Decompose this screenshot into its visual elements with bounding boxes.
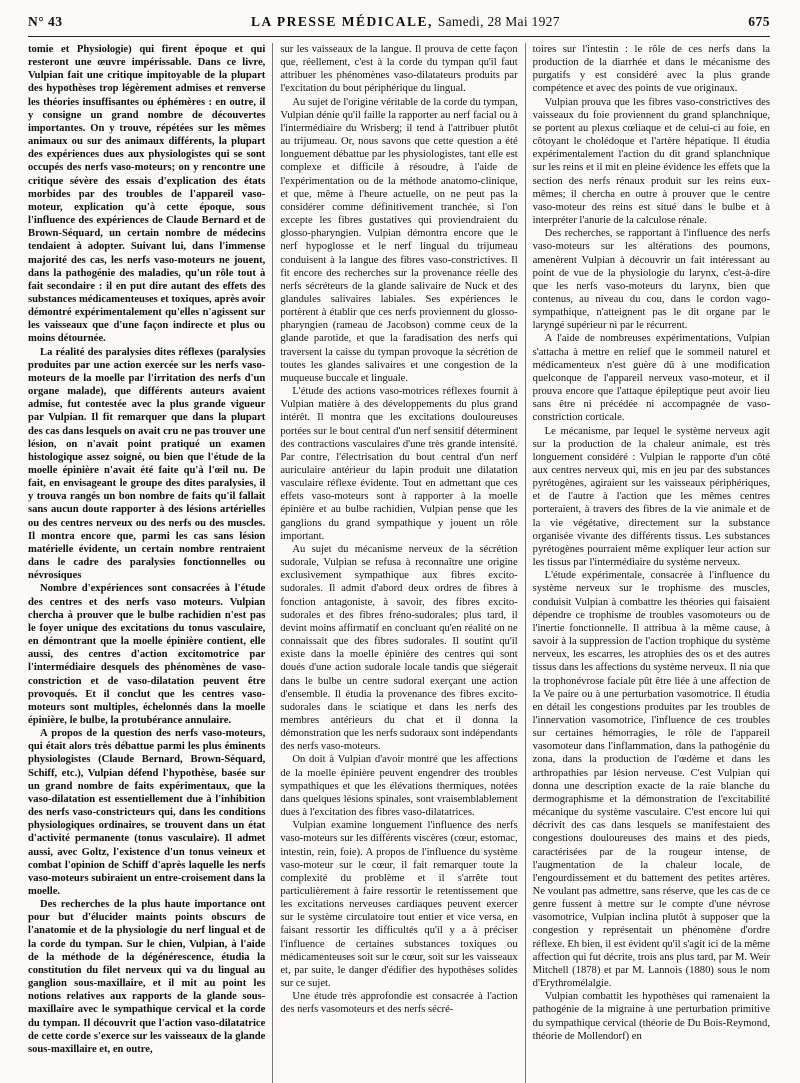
paragraph: Au sujet de l'origine véritable de la corde du tympan, Vulpian dénie qu'il faille la rapporter au nerf facial ou à l'intermédiaire du Wrisberg; il tend à l'attribuer plutôt au trijumeau. Or, nous savons que cette question a été longuement débattue par les physiologistes, tant elle est complexe et difficile à résoudre, à l'aide de l'expérimentation ou de la méthode anatomo-clinique, et que, même à l'heure actuelle, on ne peut pas la considérer comme définitivement tranchée, si l'on excepte les fibres gustatives qui proviendraient du glosso-pharyngien. Vulpian démontra encore que le nerf hypoglosse et le nerf lingual du trijumeau conduisent à la langue des fibres vaso-constrictives. Il fit encore des recherches sur la provenance réelle des nerfs sécréteurs de la glande salivaire de Nuck et des glandules salivaires labiales. Ses expériences le portèrent à établir que ces nerfs proviennent du glosso-pharyngien (rameau de Jacobson) comme ceux de la glande parotide, et que la faradisation des nerfs qui traversent la caisse du tympan provoque la sécrétion de toutes les glandes salivaires et une congestion de la muqueuse buccale et linguale.	[280, 96, 518, 384]
paragraph: La réalité des paralysies dites réflexes (paralysies produites par une action exercée sur les nerfs vaso-moteurs de la moelle par l'irritation des nerfs d'un organe malade), que différents auteurs avaient admise, fut contestée avec la plus grande vigueur par Vulpian. Il fit remarquer que dans la plupart des cas dans lesquels on avait cru ne pas trouver une lésion, on n'avait point pratiqué un examen histologique assez soigné, ou bien que l'étude de la moelle épinière n'avait été faite qu'à l'œil nu. De fait, en envisageant le groupe des dites paralysies, il y trouva rangés un bon nombre de faits qu'il fallait sans aucun doute rapporter à des lésions artérielles ou des centres nerveux ou des nerfs ou des muscles. Il montra encore que, parmi les cas sans lésion matérielle évidente, un certain nombre rentraient dans le cadre des paralysies fonctionnelles ou névrosiques	[28, 346, 266, 582]
column-3	[525, 43, 770, 1083]
issue-number: N° 43	[28, 14, 63, 29]
paragraph: Vulpian combattit les hypothèses qui ramenaient la pathogénie de la migraine à une perturbation primitive du sympathique cervical (théorie de Du Bois-Reymond, théorie de Mollendorf) en	[532, 991, 770, 1042]
paragraph: Des recherches, se rapportant à l'influence des nerfs vaso-moteurs sur les altérations des poumons, amenèrent Vulpian à découvrir un fait intéressant au point de vue de la physiologie du larynx, c'est-à-dire que les nerfs vaso-moteurs du larynx, bien que contenus, au niveau du cou, dans le cordon vago-sympathique, n'atteignent pas le dit organe par le laryngé supérieur ni par le récurrent.	[532, 228, 770, 332]
paragraph: L'étude expérimentale, consacrée à l'influence du système nerveux sur le trophisme des muscles, conduisit Vulpian à combattre les théories qui faisaient dépendre ce trophisme de troubles vasomoteurs ou de l'inertie fonctionnelle. Il attribua à la même cause, à savoir à la suppression de l'action trophique du système nerveux, les escarres, les atrophies des os et des autres tissus dans les affections du système nerveux. Il nia que la trophonévrose faciale pût être liée à une affection de la Ve paire ou à une perturbation vasomotrice. Il étudia en détail les congestions produites par les troubles de l'innervation vasomotrice, l'influence de ces troubles sur certaines hémorragies, le rôle de l'appareil vasomoteur dans l'inflammation, dans la pathogénie du zona, dans la production de l'œdème et dans les arthropathies par lésion nerveuse. C'est Vulpian qui donna une description exacte de la raie blanche du dermographisme et la démonstration de l'excitabilité mécanique du système vasculaire. C'est encore lui qui décrivit des cas dans lesquels se manifestaient des congestions douloureuses des mains et des pieds, caractérisées par de la rougeur intense, de l'augmentation de la chaleur locale, de l'engourdissement et du battement des petites artères. Ne voulant pas admettre, sans réserve, que les cas de ce genre fussent à mettre sur le compte d'une névrose vasomotrice, Vulpian inclina plutôt à supposer que la congestion y représentait un phénomène d'ordre réflexe. Eh bien, il est évident qu'il s'agit ici de la même affection qui fut décrite, trois ans plus tard, par M. Weir Mitchell (1878) et par M. Lannois (1880) sous le nom d'Erythromélalgie.	[532, 570, 770, 990]
issue-date: Samedi, 28 Mai 1927	[437, 14, 560, 29]
paragraph: tomie et Physiologie) qui firent époque et qui resteront une œuvre impérissable. Dans ce livre, Vulpian fait une critique impitoyable de la plupart des hypothèses trop légèrement admises et renverse les théories insuffisantes ou éphémères : en outre, il y consigne un grand nombre de découvertes importantes. On y trouve, répétées sur les mêmes animaux ou sur des animaux différents, la plupart des expériences dues aux physiologistes qui se sont occupés des nerfs vaso-moteurs; on y rencontre une critique sévère des essais d'explication des états morbides par des troubles de l'appareil vaso-moteur, explication qu'à cette époque, sous l'influence des expériences de Claude Bernard et de Brown-Séquard, un certain nombre de médecins tendaient à adopter. Suivant lui, dans l'immense majorité des cas, les nerfs vaso-moteurs ne jouent, dans la pathogénie des maladies, qu'un rôle tout à fait secondaire : il en put dire autant des effets des substances médicamenteuses et toxiques, après avoir démontré expérimentalement qu'elles n'agissent sur les vaisseaux que d'une façon indirecte et plus ou moins détournée.	[28, 44, 266, 345]
paragraph: Des recherches de la plus haute importance ont pour but d'élucider maints points obscurs de l'anatomie et de la physiologie du nerf lingual et de la corde du tympan. Sur le chien, Vulpian, à l'aide de la méthode de la dégénérescence, étudia la constitution du filet nerveux qui va du lingual au ganglion sous-maxillaire, et il mit au point les notions relatives aux rapports de la glande sous-maxillaire avec le sympathique cervical et la corde du tympan. Il découvrit que l'action vaso-dilatatrice de cette corde s'exerce sur les vaisseaux de la glande sous-maxillaire et, en outre,	[28, 899, 266, 1055]
journal-name: LA PRESSE MÉDICALE,	[251, 14, 433, 29]
paragraph: A l'aide de nombreuses expérimentations, Vulpian s'attacha à mettre en relief que le sommeil naturel et médicamenteux n'est guère dû à une modification quelconque de l'appareil nerveux vaso-moteur, et il prouva encore que l'attaque épileptique peut avoir lieu sans être ni précédée ni accompagnée de vaso-constriction corticale.	[532, 333, 770, 424]
paragraph: Le mécanisme, par lequel le système nerveux agit sur la production de la chaleur animale, est très longuement considéré : Vulpian le rapporte d'un côté aux centres nerveux qui, mis en jeu par des substances pyrétogènes, agiraient sur les vaisseaux périphériques, et de l'autre à l'action que les mêmes centres porteraient, à travers des fibres de la vie animale et de la vie végétative, directement sur la substance organisée vivante des différents tissus. Les substances pyrétogènes pourraient même expliquer leur action sur les tissus par l'intermédiaire du système nerveux.	[532, 425, 770, 569]
paragraph: toires sur l'intestin : le rôle de ces nerfs dans la production de la diarrhée et dans le mécanisme des purgatifs y est considéré avec la plus grande compétence et avec des points de vue originaux.	[532, 44, 770, 95]
paragraph: L'étude des actions vaso-motrices réflexes fournit à Vulpian matière à des développements du plus grand intérêt. Il montra que les excitations douloureuses portées sur le bout central d'un nerf sensitif déterminent des contractions vasculaires d'une très grande intensité. Par contre, l'électrisation du bout central d'un nerf auriculaire antérieur du lapin produit une dilatation vasculaire réflexe évidente. Tout en admettant que ces effets vaso-moteurs sont à rapporter à la moelle épinière et au bulbe rachidien, Vulpian pense que les ganglions du grand sympathique y jouent un rôle important.	[280, 386, 518, 542]
paragraph: Vulpian prouva que les fibres vaso-constrictives des vaisseaux du foie proviennent du grand splanchnique, se portent au plexus cœliaque et de celui-ci au foie, en côtoyant le cholédoque et l'artère hépatique. Il étudia expérimentalement l'action du dit grand splanchnique sur les reins et il mit en pleine évidence les effets que la section des nerfs rénaux produit sur les reins eux-mêmes; il chercha en outre à prouver que le centre vaso-moteur des reins est situé dans le bulbe et à interpréter l'anurie de la calculose rénale.	[532, 96, 770, 227]
paragraph: Vulpian examine longuement l'influence des nerfs vaso-moteurs sur les différents viscères (cœur, estomac, intestin, rein, foie). A propos de l'influence du système vaso-moteur sur le cœur, il fait remarquer toute la complexité du problème et il s'arrête tout particulièrement à faire ressortir le retentissement que les excitations nerveuses cardiaques peuvent exercer sur le système circulatoire tout entier et vice versa, en faisant ressortir les difficultés qu'il y a à préciser l'influence de certaines substances toxiques ou médicamenteuses soit sur le cœur, soit sur les vaisseaux et, par suite, le danger d'édifier des hypothèses solides sur ce sujet.	[280, 820, 518, 990]
column-1	[28, 43, 272, 1083]
paragraph: On doit à Vulpian d'avoir montré que les affections de la moelle épinière peuvent engendrer des troubles sympathiques et que les élévations thermiques, notées dans quelques lésions spinales, sont vraisemblablement dues à l'excitation des fibres vaso-dilatatrices.	[280, 754, 518, 819]
page-header	[28, 14, 770, 37]
paragraph: Une étude très approfondie est consacrée à l'action des nerfs vasomoteurs et des nerfs sécré-	[280, 991, 518, 1016]
paragraph: Au sujet du mécanisme nerveux de la sécrétion sudorale, Vulpian se refusa à reconnaître une origine exclusivement sympathique aux fibres excito-sudorales. Il admit d'abord deux ordres de fibres à fonction antagoniste, à savoir, des fibres excito-sudorales et des fibres fréno-sudorales; plus tard, il devint moins affirmatif en concluant qu'en réalité on ne connaissait que des fibres sudorales. Il soutint qu'il existe dans la moelle épinière des centres qui sont doués d'une action sudorale locale tandis que siégerait dans le bulbe un centre sudoral exerçant une action d'ensemble. Il étudia la provenance des fibres excito-sudorales dans le sciatique et dans les nerfs des membres antérieurs du chat et il donna la démonstration que les nerfs sudoraux sont indépendants des nerfs vaso-moteurs.	[280, 543, 518, 753]
column-2	[272, 43, 524, 1083]
paragraph: sur les vaisseaux de la langue. Il prouva de cette façon que, réellement, c'est à la corde du tympan qu'il faut attribuer les phénomènes vaso-dilatateurs produits par l'excitation du bout périphérique du lingual.	[280, 44, 518, 95]
paragraph: Nombre d'expériences sont consacrées à l'étude des centres et des nerfs vaso moteurs. Vulpian chercha à prouver que le bulbe rachidien n'est pas le foyer unique des excitations du tonus vasculaire, en démontrant que la moelle épinière contient, elle aussi, des centres d'action excitomotrice par l'intermédiaire desquels des phénomènes de vaso-constriction et de vaso-dilatation peuvent être provoqués. Et il conclut que les centres vaso-moteurs sont multiples, échelonnés dans la moelle épinière, le bulbe, la protubérance annulaire.	[28, 583, 266, 726]
running-title	[251, 14, 560, 30]
paragraph: A propos de la question des nerfs vaso-moteurs, qui était alors très débattue parmi les plus éminents physiologistes (Claude Bernard, Brown-Séquard, Schiff, etc.), Vulpian défend l'hypothèse, basée sur un grand nombre de faits expérimentaux, que la vaso-dilatation est essentiellement due à l'inhibition des nerfs vaso-constricteurs qui, dans les conditions physiologiques ordinaires, se trouvent dans un état d'activité permanente (tonus vasculaire). Il admet aussi, avec Goltz, l'existence d'un tonus veineux et combat l'opinion de Schiff d'après laquelle les nerfs vaso-moteurs subiraient un entre-croisement dans la moelle.	[28, 728, 266, 897]
page-number: 675	[748, 14, 770, 29]
article-body	[28, 43, 770, 1083]
